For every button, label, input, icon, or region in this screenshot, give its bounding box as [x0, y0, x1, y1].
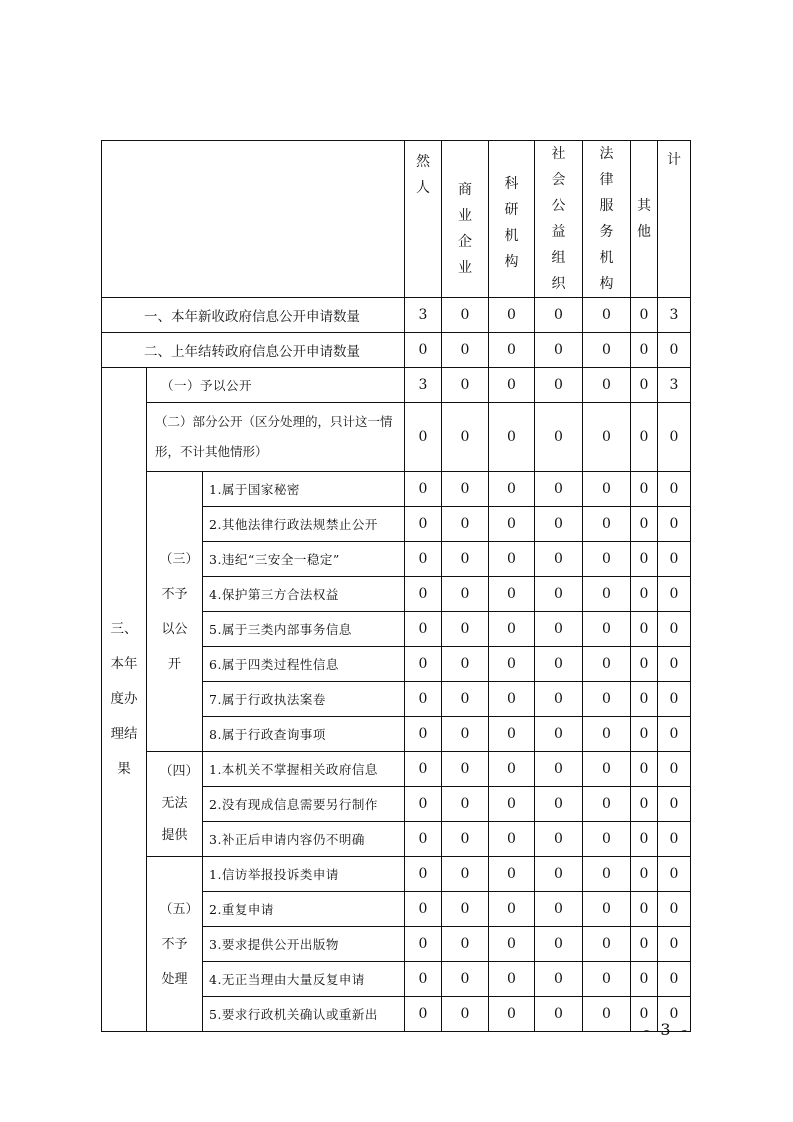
cell-value: 0 [442, 822, 489, 857]
cell-value: 0 [658, 927, 691, 962]
cell-value: 0 [489, 822, 535, 857]
cell-value: 0 [583, 577, 631, 612]
cell-value: 0 [442, 472, 489, 507]
cell-value: 0 [405, 682, 442, 717]
cell-value: 0 [535, 892, 583, 927]
cell-value: 0 [631, 787, 658, 822]
cell-value: 0 [442, 787, 489, 822]
cell-value: 3 [658, 298, 691, 333]
cell-value: 0 [535, 927, 583, 962]
row-label: 1.信访举报投诉类申请 [203, 857, 405, 892]
cell-value: 0 [489, 892, 535, 927]
cell-value: 0 [583, 752, 631, 787]
cell-value: 0 [658, 892, 691, 927]
cell-value: 0 [405, 752, 442, 787]
cell-value: 0 [535, 368, 583, 403]
cell-value: 0 [658, 403, 691, 472]
column-header-public-welfare: 社会公益组织 [535, 141, 583, 298]
cell-value: 0 [535, 787, 583, 822]
cell-value: 0 [535, 542, 583, 577]
cell-value: 0 [442, 927, 489, 962]
cell-value: 0 [658, 612, 691, 647]
cell-value: 0 [583, 333, 631, 368]
cell-value: 0 [442, 542, 489, 577]
cell-value: 0 [631, 577, 658, 612]
cell-value: 0 [583, 717, 631, 752]
cell-value: 0 [405, 577, 442, 612]
cell-value: 0 [583, 682, 631, 717]
cell-value: 0 [583, 647, 631, 682]
cell-value: 0 [442, 298, 489, 333]
cell-value: 0 [489, 857, 535, 892]
row-label: 5.要求行政机关确认或重新出 [203, 997, 405, 1032]
column-header-total: 计 [658, 141, 691, 298]
cell-value: 0 [583, 962, 631, 997]
cell-value: 0 [658, 717, 691, 752]
cell-value: 0 [535, 298, 583, 333]
cell-value: 0 [631, 997, 658, 1032]
cell-value: 0 [631, 368, 658, 403]
cell-value: 0 [658, 472, 691, 507]
cell-value: 0 [405, 927, 442, 962]
header-row [102, 141, 691, 298]
row-label: 2.重复申请 [203, 892, 405, 927]
cell-value: 0 [631, 822, 658, 857]
cell-value: 0 [631, 857, 658, 892]
cell-value: 0 [489, 682, 535, 717]
cell-value: 0 [631, 298, 658, 333]
cell-value: 0 [405, 857, 442, 892]
cell-value: 0 [583, 403, 631, 472]
table-row [102, 857, 691, 892]
row-label: 2.其他法律行政法规禁止公开 [203, 507, 405, 542]
cell-value: 0 [535, 717, 583, 752]
cell-value: 0 [489, 717, 535, 752]
row-label: 4.保护第三方合法权益 [203, 577, 405, 612]
cell-value: 0 [442, 507, 489, 542]
row-label: 4.无正当理由大量反复申请 [203, 962, 405, 997]
cell-value: 0 [442, 577, 489, 612]
row-label: 7.属于行政执法案卷 [203, 682, 405, 717]
cell-value: 0 [658, 787, 691, 822]
cell-value: 0 [583, 822, 631, 857]
row-label-carried-over: 二、上年结转政府信息公开申请数量 [102, 333, 405, 368]
column-header-natural-person: 然人 [405, 141, 442, 298]
cell-value: 0 [442, 682, 489, 717]
cell-value: 0 [442, 997, 489, 1032]
cell-value: 0 [535, 962, 583, 997]
cell-value: 3 [405, 368, 442, 403]
cell-value: 0 [535, 472, 583, 507]
cell-value: 0 [583, 298, 631, 333]
column-header-commercial: 商业企业 [442, 141, 489, 298]
cell-value: 0 [442, 333, 489, 368]
cell-value: 0 [631, 542, 658, 577]
cell-value: 0 [583, 997, 631, 1032]
table-row [102, 752, 691, 787]
cell-value: 0 [631, 507, 658, 542]
table-row [102, 333, 691, 368]
row-label: 6.属于四类过程性信息 [203, 647, 405, 682]
cell-value: 0 [405, 717, 442, 752]
cell-value: 0 [658, 647, 691, 682]
row-label: 5.属于三类内部事务信息 [203, 612, 405, 647]
cell-value: 0 [489, 403, 535, 472]
cell-value: 0 [631, 682, 658, 717]
cell-value: 0 [405, 612, 442, 647]
cell-value: 0 [583, 612, 631, 647]
cell-value: 0 [442, 857, 489, 892]
cell-value: 0 [489, 647, 535, 682]
row-label: 1.属于国家秘密 [203, 472, 405, 507]
cell-value: 0 [583, 787, 631, 822]
cell-value: 0 [535, 822, 583, 857]
cell-value: 3 [658, 368, 691, 403]
row-label: 8.属于行政查询事项 [203, 717, 405, 752]
cell-value: 0 [405, 403, 442, 472]
cell-value: 0 [583, 857, 631, 892]
cell-value: 0 [442, 403, 489, 472]
cell-value: 0 [631, 333, 658, 368]
cell-value: 0 [405, 333, 442, 368]
cell-value: 0 [489, 577, 535, 612]
cell-value: 0 [658, 752, 691, 787]
cell-value: 0 [631, 962, 658, 997]
cell-value: 0 [405, 892, 442, 927]
table-row [102, 298, 691, 333]
row-label: 3.补正后申请内容仍不明确 [203, 822, 405, 857]
column-header-legal-services: 法律服务机构 [583, 141, 631, 298]
cell-value: 0 [535, 333, 583, 368]
cell-value: 0 [489, 787, 535, 822]
row-label: 3.违纪“三安全一稳定” [203, 542, 405, 577]
group-label-unable-to-provide: （四）无法提供 [147, 752, 203, 857]
row-label-new-requests: 一、本年新收政府信息公开申请数量 [102, 298, 405, 333]
cell-value: 0 [583, 368, 631, 403]
cell-value: 0 [405, 962, 442, 997]
row-label-partially-disclosed: （二）部分公开（区分处理的，只计这一情形，不计其他情形） [147, 403, 405, 472]
cell-value: 0 [535, 752, 583, 787]
cell-value: 0 [658, 333, 691, 368]
cell-value: 3 [405, 298, 442, 333]
cell-value: 0 [405, 997, 442, 1032]
cell-value: 0 [405, 787, 442, 822]
group-label-not-disclosed: （三）不予以公开 [147, 472, 203, 752]
table-row [102, 368, 691, 403]
cell-value: 0 [631, 647, 658, 682]
table-row [102, 472, 691, 507]
cell-value: 0 [583, 507, 631, 542]
row-label: 3.要求提供公开出版物 [203, 927, 405, 962]
cell-value: 0 [489, 612, 535, 647]
cell-value: 0 [405, 507, 442, 542]
cell-value: 0 [535, 682, 583, 717]
cell-value: 0 [442, 752, 489, 787]
cell-value: 0 [631, 403, 658, 472]
cell-value: 0 [658, 542, 691, 577]
cell-value: 0 [631, 717, 658, 752]
cell-value: 0 [631, 472, 658, 507]
cell-value: 0 [489, 298, 535, 333]
cell-value: 0 [489, 507, 535, 542]
column-header-research: 科研机构 [489, 141, 535, 298]
cell-value: 0 [658, 962, 691, 997]
cell-value: 0 [489, 752, 535, 787]
cell-value: 0 [658, 857, 691, 892]
table-row [102, 403, 691, 472]
cell-value: 0 [583, 927, 631, 962]
cell-value: 0 [535, 507, 583, 542]
cell-value: 0 [631, 892, 658, 927]
cell-value: 0 [442, 368, 489, 403]
cell-value: 0 [658, 682, 691, 717]
cell-value: 0 [442, 647, 489, 682]
row-label-disclosed: （一）予以公开 [147, 368, 405, 403]
cell-value: 0 [489, 472, 535, 507]
cell-value: 0 [442, 717, 489, 752]
cell-value: 0 [489, 997, 535, 1032]
group-label-not-processed: （五）不予处理 [147, 857, 203, 1032]
page-number: - 3 - [643, 1020, 690, 1039]
cell-value: 0 [489, 542, 535, 577]
cell-value: 0 [442, 892, 489, 927]
cell-value: 0 [405, 822, 442, 857]
cell-value: 0 [658, 577, 691, 612]
cell-value: 0 [405, 472, 442, 507]
section-label-results: 三、本年度办理结果 [102, 368, 147, 1032]
cell-value: 0 [489, 962, 535, 997]
cell-value: 0 [489, 927, 535, 962]
statistics-table [101, 140, 691, 1032]
cell-value: 0 [658, 507, 691, 542]
cell-value: 0 [535, 612, 583, 647]
row-label: 2.没有现成信息需要另行制作 [203, 787, 405, 822]
cell-value: 0 [658, 822, 691, 857]
cell-value: 0 [583, 892, 631, 927]
cell-value: 0 [535, 647, 583, 682]
cell-value: 0 [405, 542, 442, 577]
cell-value: 0 [535, 857, 583, 892]
cell-value: 0 [583, 542, 631, 577]
cell-value: 0 [631, 927, 658, 962]
cell-value: 0 [583, 472, 631, 507]
cell-value: 0 [535, 997, 583, 1032]
header-corner-cell [102, 141, 405, 298]
cell-value: 0 [442, 612, 489, 647]
cell-value: 0 [535, 403, 583, 472]
cell-value: 0 [489, 333, 535, 368]
cell-value: 0 [442, 962, 489, 997]
cell-value: 0 [631, 612, 658, 647]
row-label: 1.本机关不掌握相关政府信息 [203, 752, 405, 787]
cell-value: 0 [535, 577, 583, 612]
cell-value: 0 [658, 997, 691, 1032]
cell-value: 0 [489, 368, 535, 403]
cell-value: 0 [405, 647, 442, 682]
cell-value: 0 [631, 752, 658, 787]
column-header-other: 其他 [631, 141, 658, 298]
